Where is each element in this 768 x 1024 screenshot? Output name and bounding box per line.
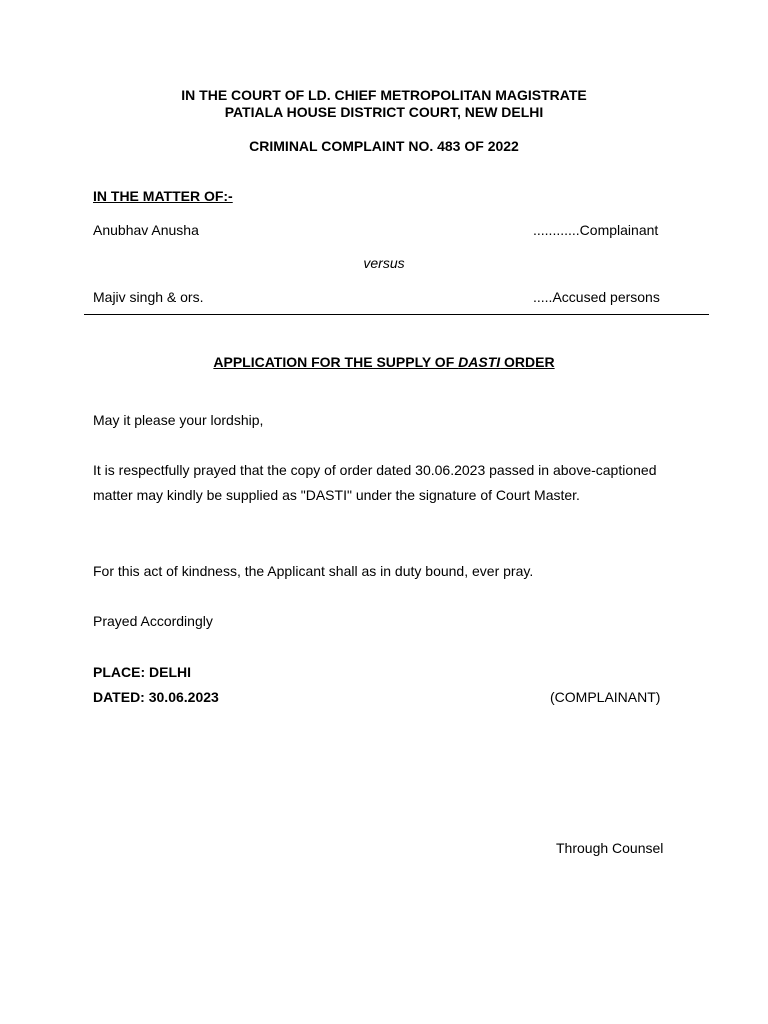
accused-name: Majiv singh & ors. [93, 289, 204, 305]
application-title [0, 354, 768, 371]
application-title-prefix: APPLICATION FOR THE SUPPLY OF [213, 354, 459, 370]
prayed-accordingly: Prayed Accordingly [93, 613, 213, 629]
court-heading-line-2: PATIALA HOUSE DISTRICT COURT, NEW DELHI [224, 104, 544, 120]
court-heading-line-1: IN THE COURT OF LD. CHIEF METROPOLITAN MAGISTRATE [181, 87, 587, 103]
place-line: PLACE: DELHI [93, 664, 191, 680]
accused-role: .....Accused persons [533, 289, 660, 305]
application-title-emphasis: DASTI [458, 354, 501, 370]
complainant-role: ............Complainant [533, 222, 659, 238]
case-number: CRIMINAL COMPLAINT NO. 483 OF 2022 [249, 138, 519, 154]
matter-heading: IN THE MATTER OF:- [93, 188, 233, 204]
dated-line: DATED: 30.06.2023 [93, 689, 219, 705]
divider-line [84, 314, 709, 315]
signatory-label: (COMPLAINANT) [550, 689, 661, 705]
kindness-paragraph: For this act of kindness, the Applicant shall as in duty bound, ever pray. [93, 563, 534, 579]
application-title-suffix: ORDER [500, 354, 555, 370]
through-counsel: Through Counsel [556, 840, 664, 856]
prayer-paragraph: It is respectfully prayed that the copy of order dated 30.06.2023 passed in above-captioned matter may kindly be supplied as "DASTI" under the signature of Court Master. [93, 462, 657, 503]
versus-label: versus [363, 255, 405, 271]
salutation: May it please your lordship, [93, 412, 264, 428]
complainant-name: Anubhav Anusha [93, 222, 199, 238]
